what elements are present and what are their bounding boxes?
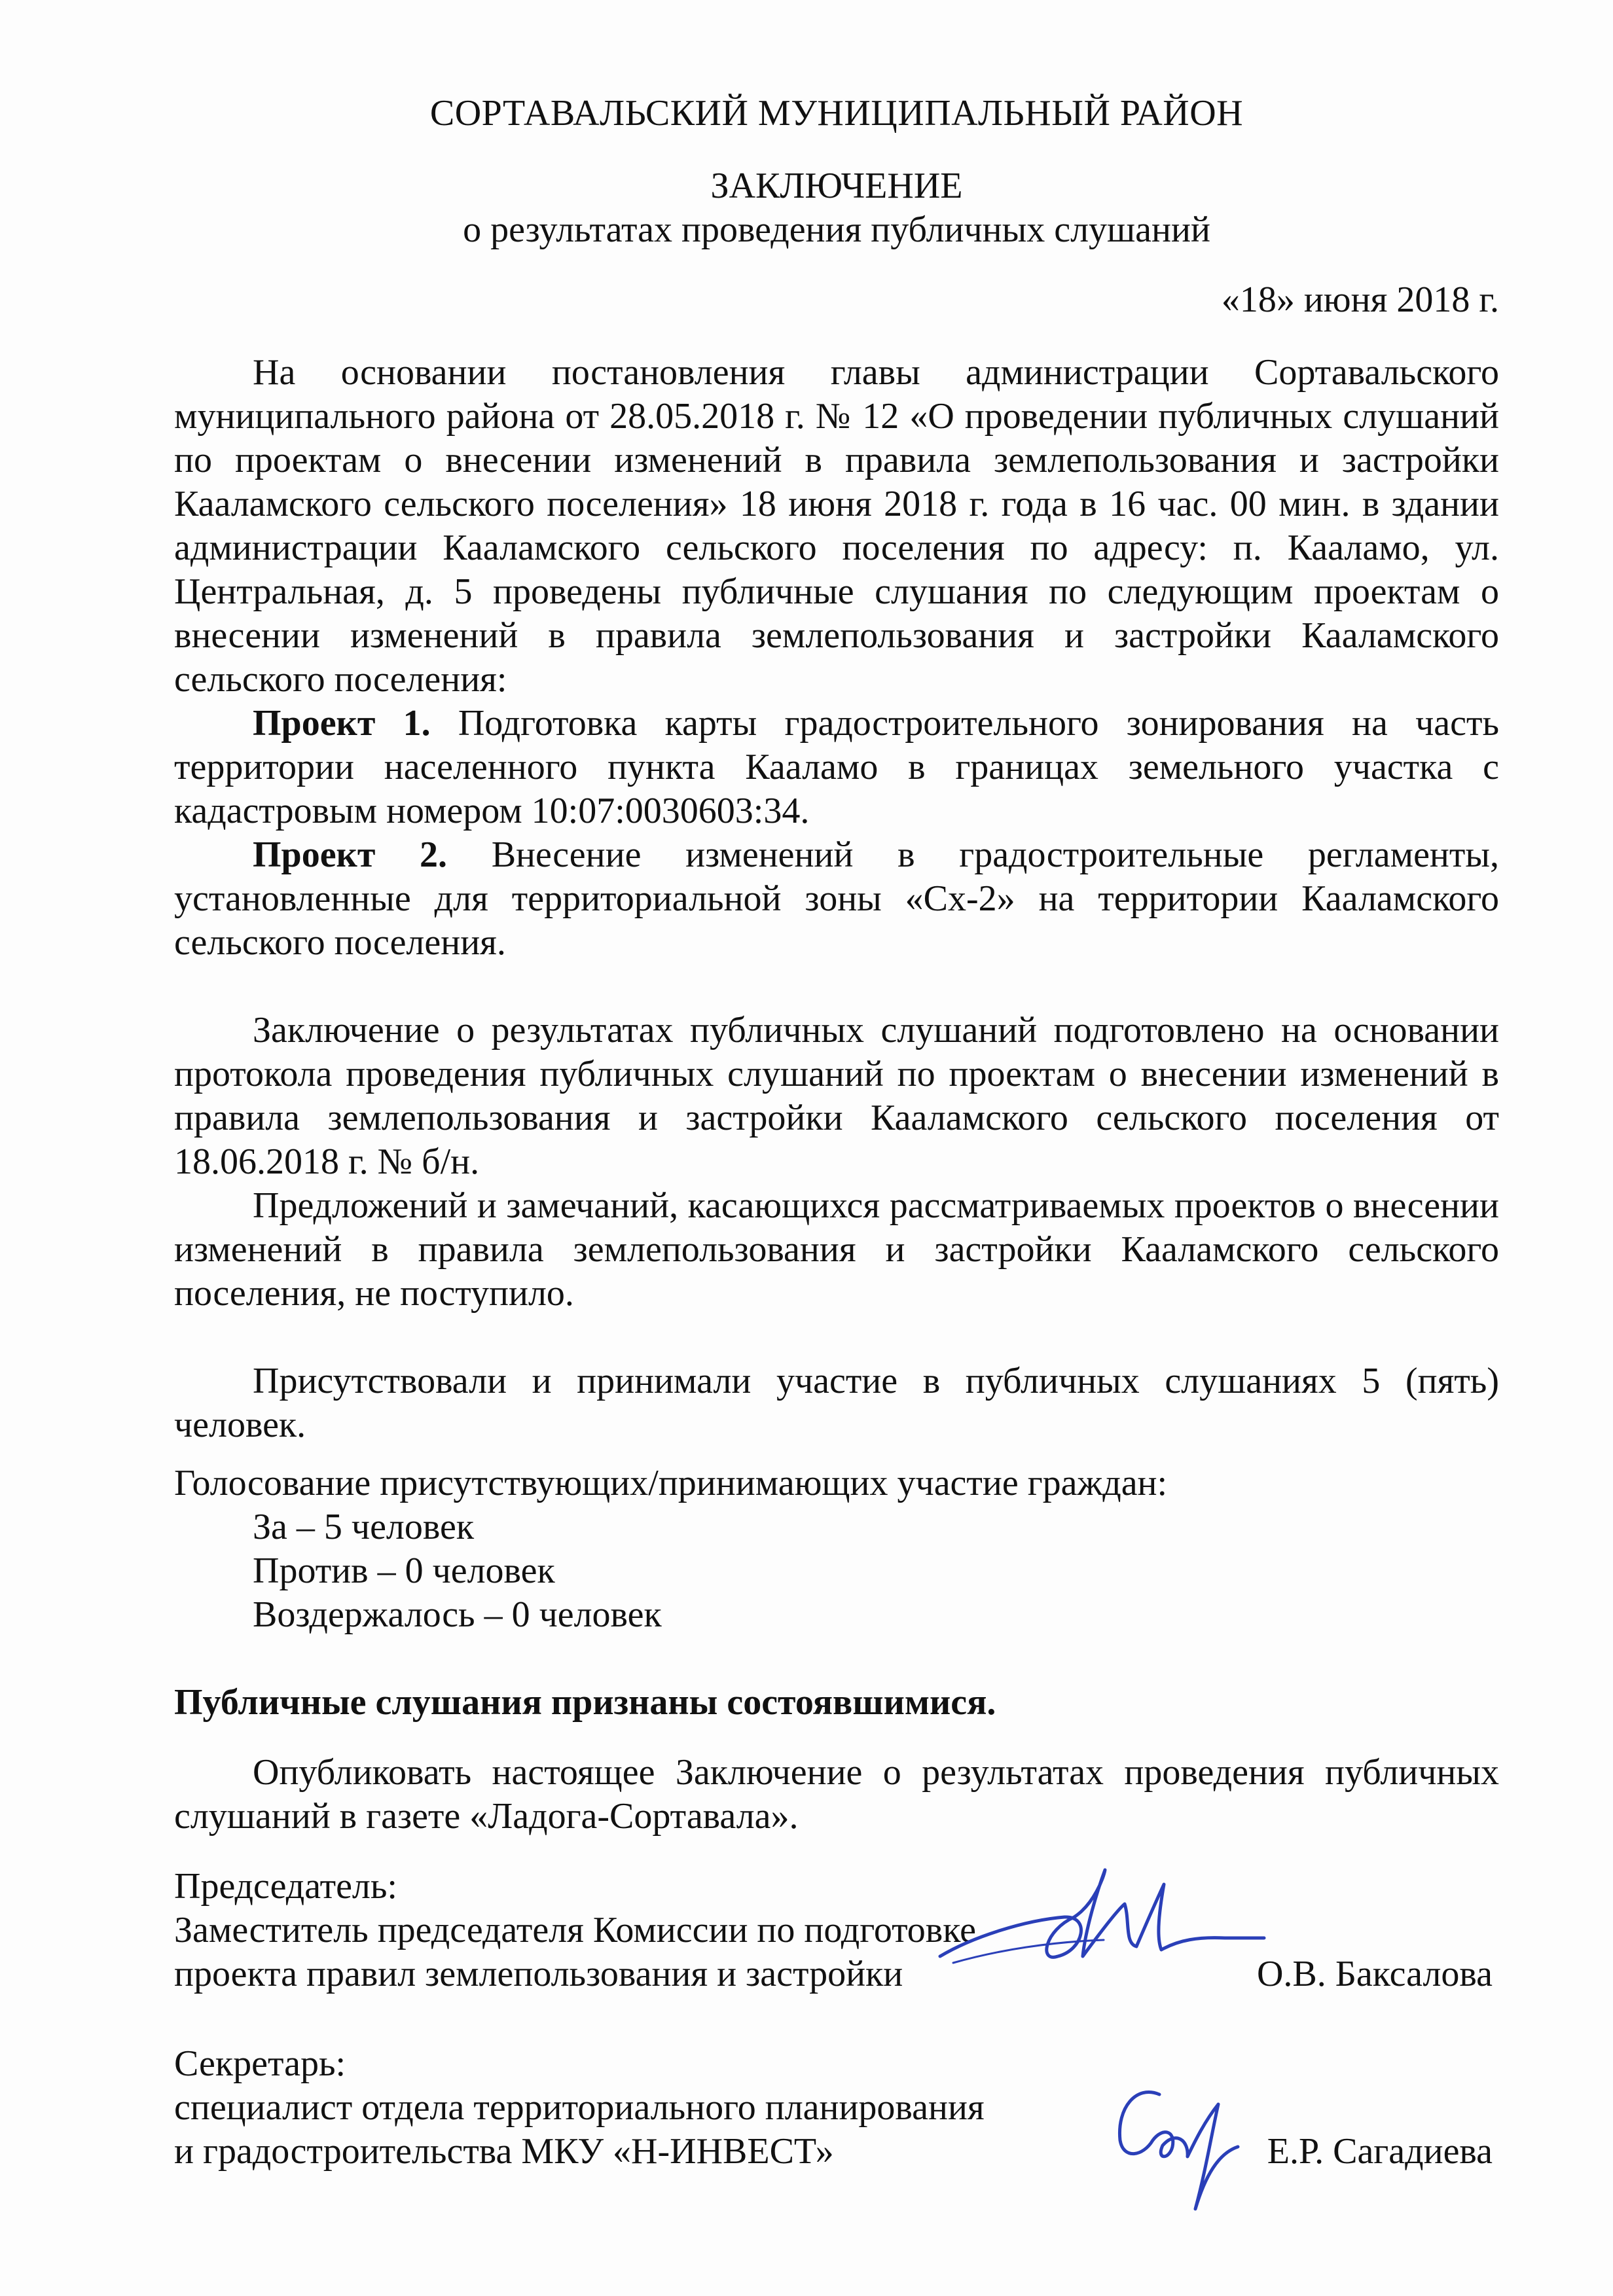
project-1-paragraph xyxy=(174,702,1499,833)
spacer xyxy=(174,1447,1499,1462)
chair-role: Председатель: xyxy=(174,1866,397,1907)
vote-against: Против – 0 человек xyxy=(253,1551,555,1591)
publish-paragraph: Опубликовать настоящее Заключение о результатах проведения публичных слушаний в газете «Ладога-Сортавала». xyxy=(174,1752,1499,1837)
spacer xyxy=(174,1637,1499,1681)
attendance-paragraph: Присутствовали и принимали участие в публичных слушаниях 5 (пять) человек. xyxy=(174,1361,1499,1445)
chair-signature-row xyxy=(174,1952,1499,1996)
spacer xyxy=(174,1725,1499,1751)
document-date: «18» июня 2018 г. xyxy=(1221,279,1499,320)
project-2-text: Внесение изменений в градостроительные регламенты, установленные для территориальной зоны «Сх-2» на территории Кааламского сельского поселения. xyxy=(174,834,1499,963)
voting-heading: Голосование присутствующих/принимающих участие граждан: xyxy=(174,1463,1168,1503)
intro-paragraph: На основании постановления главы администрации Сортавальского муниципального района от 28.05.2018 г. № 12 «О проведении публичных слушаний по проектам о внесении изменений в правила землепользования и застройки Кааламского сельского поселения» 18 июня 2018 г. года в 16 час. 00 мин. в здании администрации Кааламского сельского поселения по адресу: п. Кааламо, ул. Центральная, д. 5 проведены публичные слушания по следующим проектам о внесении изменений в правила землепользования и застройки Кааламского сельского поселения: xyxy=(174,352,1499,700)
secretary-signature-block xyxy=(174,2042,1499,2174)
conclusion-basis-paragraph: Заключение о результатах публичных слушаний подготовлено на основании протокола проведения публичных слушаний по проектам о внесении изменений в правила землепользования и застройки Кааламского сельского поселения от 18.06.2018 г. № б/н. xyxy=(174,1010,1499,1182)
secretary-position-line-2: и градостроительства МКУ «Н-ИНВЕСТ» xyxy=(174,2131,834,2172)
hearing-result: Публичные слушания признаны состоявшимися. xyxy=(174,1682,996,1723)
chair-position-line-1: Заместитель председателя Комиссии по подготовке xyxy=(174,1910,976,1950)
document-title: ЗАКЛЮЧЕНИЕ xyxy=(710,166,963,206)
chair-position-line-2: проекта правил землепользования и застройки xyxy=(174,1954,903,1994)
secretary-signature-row xyxy=(174,2130,1499,2174)
document-subtitle: о результатах проведения публичных слушаний xyxy=(463,209,1210,250)
project-2-label: Проект 2. xyxy=(253,834,448,875)
chair-name: О.В. Баксалова xyxy=(1256,1954,1493,1994)
secretary-position-line-1: специалист отдела территориального планирования xyxy=(174,2087,985,2128)
project-1-text: Подготовка карты градостроительного зонирования на часть территории населенного пункта Кааламо в границах земельного участка с кадастровым номером 10:07:0030603:34. xyxy=(174,703,1499,831)
document-content xyxy=(174,92,1499,2174)
secretary-role: Секретарь: xyxy=(174,2043,346,2084)
project-1-label: Проект 1. xyxy=(253,703,431,744)
organization-name: СОРТАВАЛЬСКИЙ МУНИЦИПАЛЬНЫЙ РАЙОН xyxy=(429,93,1244,134)
spacer xyxy=(174,1316,1499,1359)
project-2-paragraph xyxy=(174,833,1499,965)
spacer xyxy=(174,965,1499,1009)
vote-abstain: Воздержалось – 0 человек xyxy=(253,1594,662,1635)
spacer xyxy=(174,1839,1499,1865)
chair-signature-block xyxy=(174,1865,1499,1996)
spacer xyxy=(174,1996,1499,2042)
no-proposals-paragraph: Предложений и замечаний, касающихся рассматриваемых проектов о внесении изменений в правила землепользования и застройки Кааламского сельского поселения, не поступило. xyxy=(174,1185,1499,1314)
secretary-name: Е.Р. Сагадиева xyxy=(1267,2131,1493,2172)
vote-for: За – 5 человек xyxy=(253,1507,475,1547)
voting-results xyxy=(174,1505,1499,1637)
